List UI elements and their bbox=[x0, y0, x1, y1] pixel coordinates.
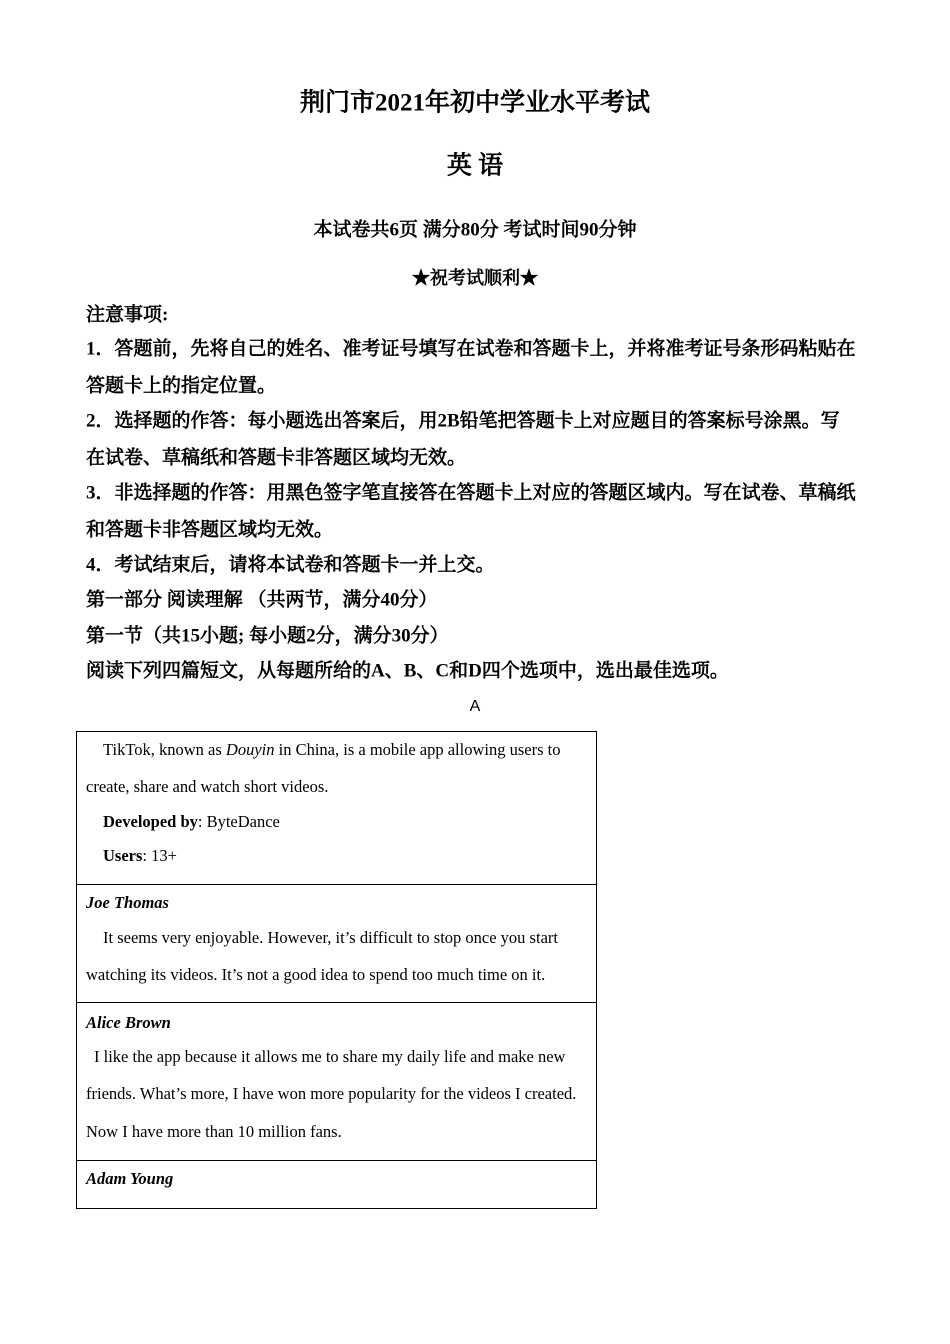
reviewer-name: Alice Brown bbox=[86, 1012, 171, 1032]
intro-text: in China, is a mobile app allowing users to bbox=[274, 739, 561, 759]
review-text: It seems very enjoyable. However, it’s difficult to stop once you start bbox=[103, 927, 558, 947]
subject-title: 英 语 bbox=[446, 152, 504, 180]
app-intro bbox=[103, 739, 561, 759]
intro-italic: Douyin bbox=[225, 739, 275, 759]
row-divider bbox=[76, 1160, 597, 1161]
exam-info: 本试卷共6页 满分80分 考试时间90分钟 bbox=[313, 219, 637, 241]
notice-item-2-cont: 在试卷、草稿纸和答题卡非答题区域均无效。 bbox=[86, 447, 467, 469]
review-text: friends. What’s more, I have won more popularity for the videos I created. bbox=[86, 1083, 577, 1103]
review-text: Now I have more than 10 million fans. bbox=[86, 1121, 342, 1141]
notice-item-3: 3．非选择题的作答：用黑色签字笔直接答在答题卡上对应的答题区域内。写在试卷、草稿纸 bbox=[86, 482, 856, 504]
row-divider bbox=[76, 1002, 597, 1003]
notice-item-1: 1．答题前，先将自己的姓名、准考证号填写在试卷和答题卡上，并将准考证号条形码粘贴在 bbox=[86, 338, 856, 360]
exam-title: 荆门市2021年初中学业水平考试 bbox=[299, 89, 650, 117]
users-line bbox=[103, 845, 177, 865]
notice-heading: 注意事项: bbox=[86, 304, 169, 326]
reading-instruction: 阅读下列四篇短文，从每题所给的A、B、C和D四个选项中，选出最佳选项。 bbox=[86, 660, 729, 682]
notice-item-3-cont: 和答题卡非答题区域均无效。 bbox=[86, 519, 334, 541]
notice-item-4: 4．考试结束后，请将本试卷和答题卡一并上交。 bbox=[86, 554, 495, 576]
reviewer-name: Joe Thomas bbox=[86, 892, 169, 912]
passage-label: A bbox=[469, 698, 481, 715]
developer-value: : ByteDance bbox=[197, 811, 280, 831]
part-title: 第一部分 阅读理解 （共两节，满分40分） bbox=[86, 589, 438, 611]
users-label: Users bbox=[103, 845, 143, 865]
app-intro-cont: create, share and watch short videos. bbox=[86, 776, 329, 796]
notice-item-1-cont: 答题卡上的指定位置。 bbox=[86, 375, 277, 397]
intro-text: TikTok, known as bbox=[103, 739, 226, 759]
developer-label: Developed by bbox=[103, 811, 198, 831]
review-text: watching its videos. It’s not a good idea to spend too much time on it. bbox=[86, 964, 546, 984]
review-text: I like the app because it allows me to share my daily life and make new bbox=[94, 1046, 566, 1066]
row-divider bbox=[76, 884, 597, 885]
section-title: 第一节（共15小题; 每小题2分，满分30分） bbox=[86, 625, 449, 647]
reviewer-name: Adam Young bbox=[86, 1168, 174, 1188]
notice-item-2: 2．选择题的作答：每小题选出答案后，用2B铅笔把答题卡上对应题目的答案标号涂黑。写 bbox=[86, 410, 840, 432]
users-value: : 13+ bbox=[142, 845, 177, 865]
wish-line: ★祝考试顺利★ bbox=[412, 268, 538, 288]
developer-line bbox=[103, 811, 280, 831]
